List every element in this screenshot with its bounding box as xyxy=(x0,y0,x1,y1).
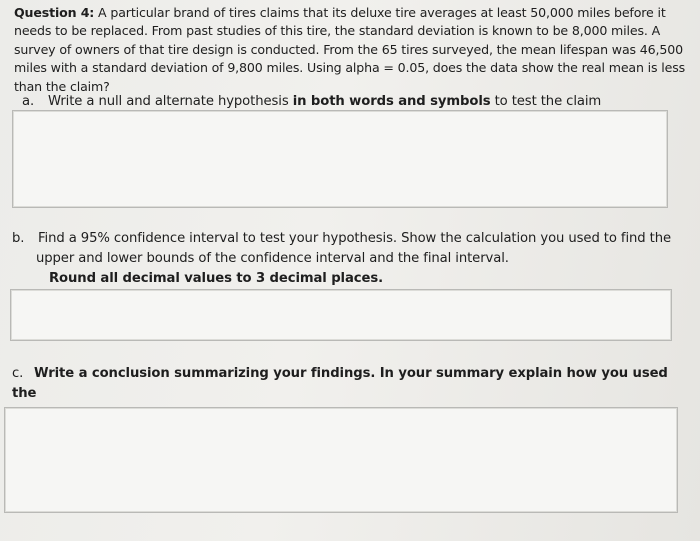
part-c-line1: Write a conclusion summarizing your findings. In your summary explain how you used the xyxy=(12,366,668,401)
question-prompt xyxy=(14,4,690,96)
part-a-text-pre: Write a null and alternate hypothesis xyxy=(48,94,293,109)
part-b-line1: Find a 95% confidence interval to test your hypothesis. Show the calculation you used to find the xyxy=(38,231,672,246)
part-b-answer-box[interactable] xyxy=(10,289,672,341)
part-c-answer-box[interactable] xyxy=(4,407,678,513)
question-label: Question 4: xyxy=(14,5,95,20)
part-b-prompt xyxy=(12,229,672,289)
part-a-answer-box[interactable] xyxy=(12,110,668,208)
part-a-letter: a. xyxy=(22,94,35,109)
part-a-text-post: to test the claim xyxy=(490,94,602,109)
part-a-prompt xyxy=(22,92,682,112)
part-c-letter: c. xyxy=(12,366,24,381)
part-a-text-bold: in both words and symbols xyxy=(292,94,491,109)
part-b-letter: b. xyxy=(12,231,25,246)
question-text: A particular brand of tires claims that its deluxe tire averages at least 50,000 miles before it needs to be replaced. From past studies of this tire, the standard deviation is known to be 8,000 miles. A survey of owners of that tire design is conducted. From the 65 tires surveyed, the mean lifespan was 46,500 miles with a standard deviation of 9,800 miles. Using alpha = 0.05, does the data show the real mean is less than the claim? xyxy=(14,5,686,94)
part-b-rounding-note: Round all decimal values to 3 decimal places. xyxy=(49,271,383,286)
part-b-line2: upper and lower bounds of the confidence interval and the final interval. xyxy=(36,251,509,266)
